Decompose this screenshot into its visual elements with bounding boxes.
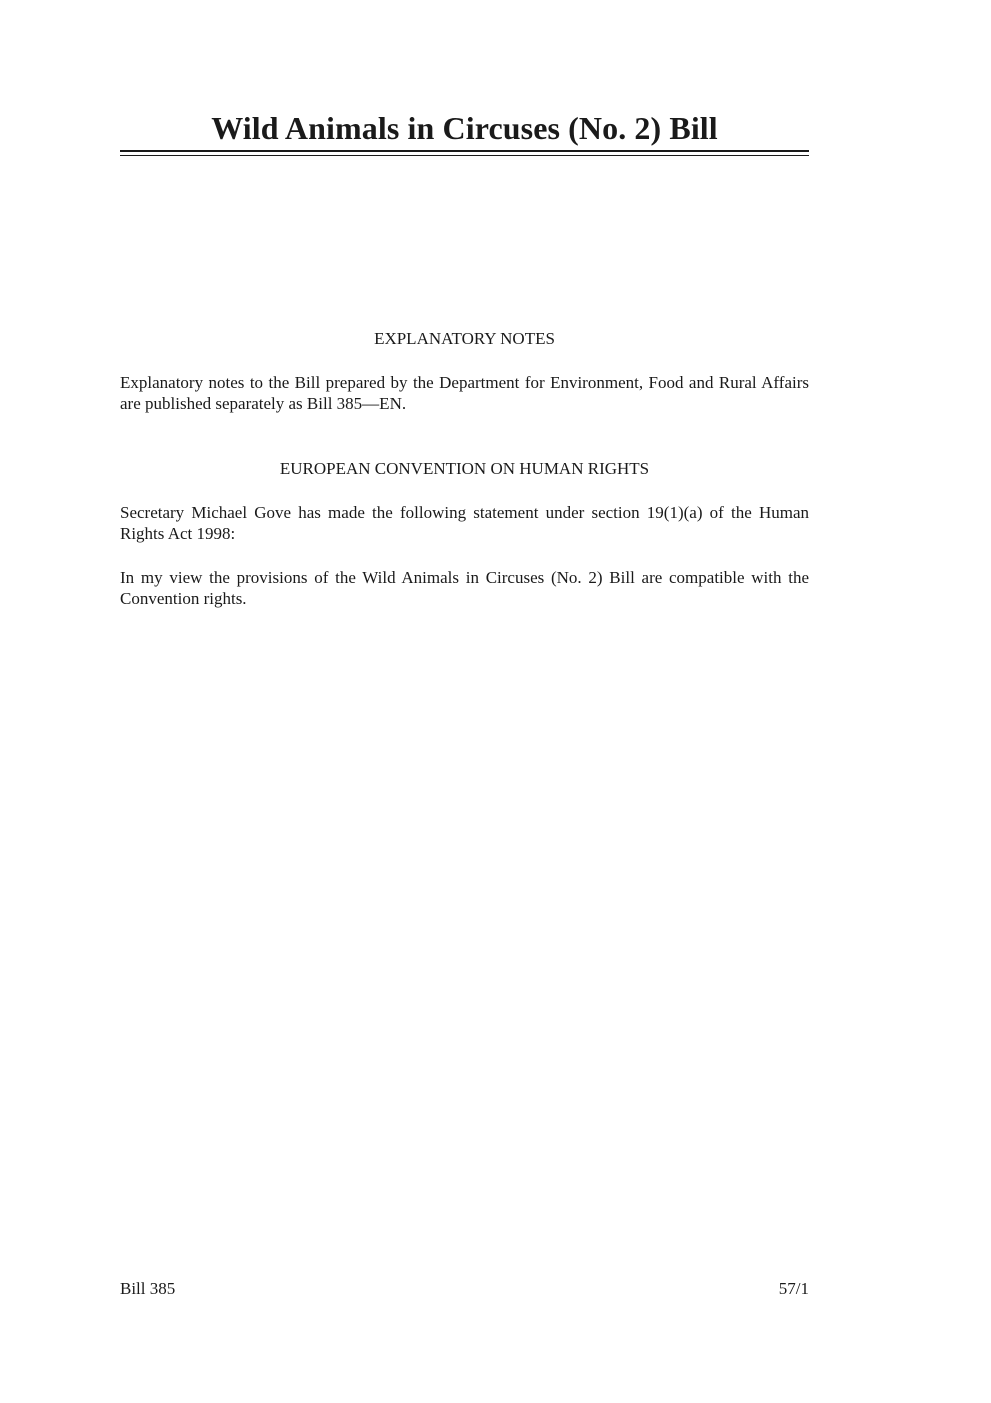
footer-page-ref: 57/1 — [778, 1279, 809, 1298]
title-rule-thick — [120, 150, 809, 152]
explanatory-notes-paragraph: Explanatory notes to the Bill prepared by the Department for Environment, Food and Rural Affairs are published separately as Bill 385—EN. — [120, 373, 809, 413]
bill-title: Wild Animals in Circuses (No. 2) Bill — [211, 110, 718, 146]
echr-compatibility-statement: In my view the provisions of the Wild Animals in Circuses (No. 2) Bill are compatible with the Convention rights. — [120, 568, 809, 608]
echr-statement-intro: Secretary Michael Gove has made the following statement under section 19(1)(a) of the Human Rights Act 1998: — [120, 503, 809, 543]
section-heading-echr: EUROPEAN CONVENTION ON HUMAN RIGHTS — [279, 459, 650, 478]
section-heading-explanatory-notes: EXPLANATORY NOTES — [374, 329, 555, 348]
footer-bill-number: Bill 385 — [120, 1279, 176, 1298]
title-rule-thin — [120, 155, 809, 156]
